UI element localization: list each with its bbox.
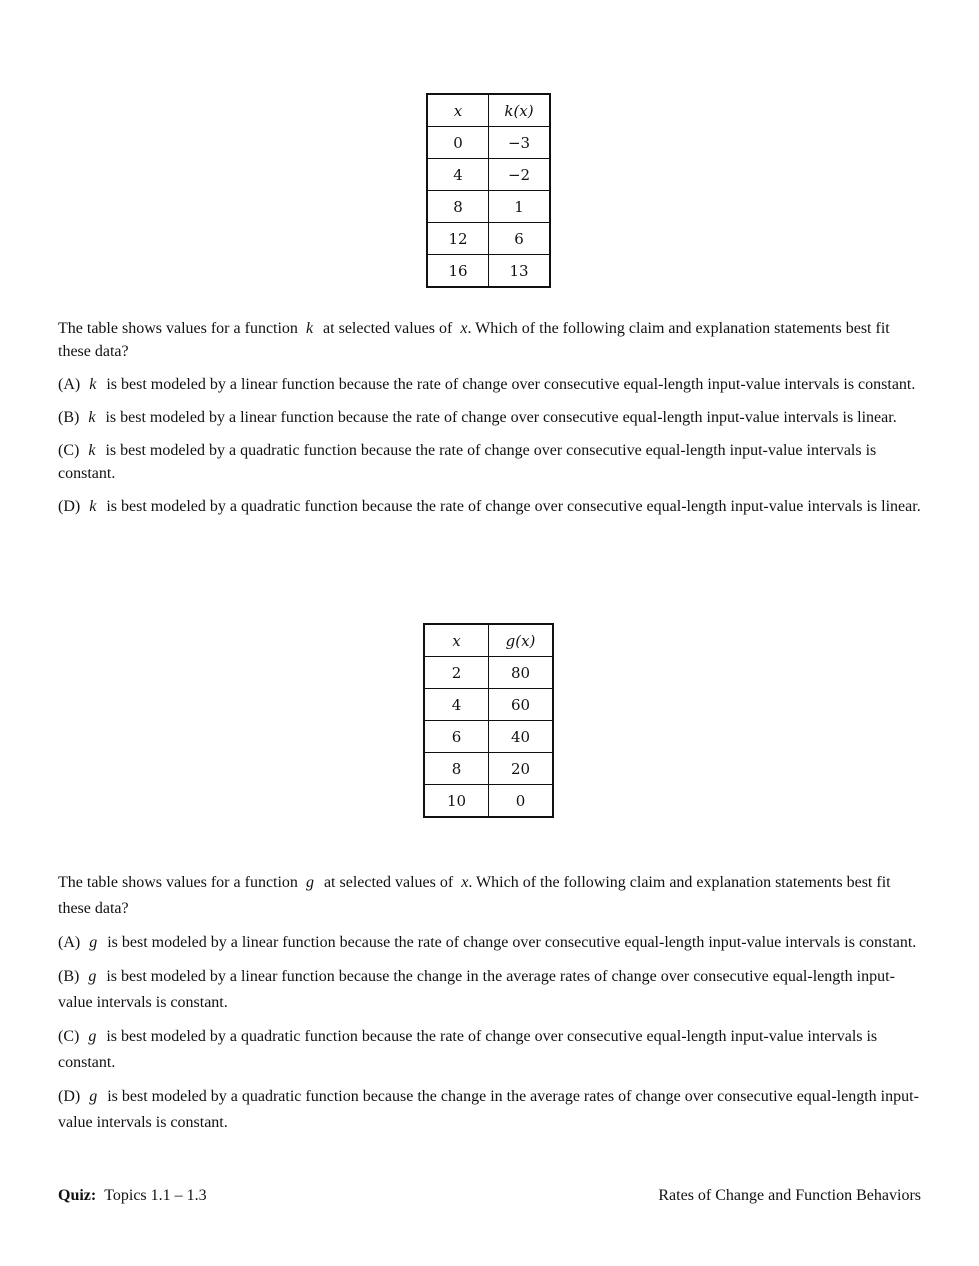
stem-text: at selected values of	[323, 320, 453, 337]
table-cell: 0	[427, 127, 489, 159]
table-cell: 6	[424, 721, 489, 753]
table-cell: 10	[424, 785, 489, 818]
question-k	[58, 317, 924, 518]
option-text: is best modeled by a quadratic function because the change in the average rates of change over consecutive equal-length input-value intervals is constant.	[58, 1088, 919, 1131]
answer-option-d	[58, 495, 924, 518]
page-footer	[58, 1187, 921, 1205]
option-label: (D)	[58, 498, 81, 515]
option-text: is best modeled by a quadratic function because the rate of change over consecutive equal-length input-value intervals is constant.	[58, 1028, 878, 1071]
table-header-row	[427, 94, 550, 127]
option-text: is best modeled by a quadratic function because the rate of change over consecutive equal-length input-value intervals is linear.	[106, 498, 921, 515]
table-row	[424, 721, 553, 753]
footer-left	[58, 1187, 207, 1205]
table-cell: 0	[489, 785, 554, 818]
table-row	[424, 785, 553, 818]
table-cell: −2	[489, 159, 551, 191]
option-text: is best modeled by a linear function because the rate of change over consecutive equal-length input-value intervals is constant.	[107, 934, 917, 951]
stem-variable: k	[305, 320, 314, 337]
table-row	[427, 223, 550, 255]
table-cell: 16	[427, 255, 489, 288]
footer-title: Rates of Change and Function Behaviors	[658, 1187, 921, 1204]
stem-variable: g	[305, 874, 314, 891]
table-cell: 1	[489, 191, 551, 223]
option-label: (C)	[58, 1028, 80, 1045]
option-label: (A)	[58, 934, 81, 951]
option-variable: g	[89, 934, 98, 951]
option-variable: g	[88, 1028, 97, 1045]
answer-option-a	[58, 373, 924, 396]
table-row	[427, 159, 550, 191]
table-cell: 4	[424, 689, 489, 721]
table-row	[427, 255, 550, 288]
question-stem	[58, 870, 924, 922]
table-k	[426, 93, 551, 288]
table-header-row	[424, 624, 553, 657]
option-label: (C)	[58, 442, 80, 459]
question-g	[58, 870, 924, 1136]
answer-option-a	[58, 930, 924, 956]
option-variable: k	[89, 498, 97, 515]
option-variable: g	[89, 1088, 98, 1105]
option-variable: k	[88, 409, 96, 426]
table-cell: 20	[489, 753, 554, 785]
table-row	[424, 689, 553, 721]
answer-option-b	[58, 406, 924, 429]
option-variable: g	[88, 968, 97, 985]
option-variable: k	[88, 442, 96, 459]
option-text: is best modeled by a linear function because the change in the average rates of change over consecutive equal-length input-value intervals is constant.	[58, 968, 895, 1011]
table-cell: 12	[427, 223, 489, 255]
table-header-cell: k(x)	[489, 94, 551, 127]
table-cell: 80	[489, 657, 554, 689]
question-stem	[58, 317, 924, 363]
table-cell: 4	[427, 159, 489, 191]
table-header-cell: x	[424, 624, 489, 657]
table-cell: 60	[489, 689, 554, 721]
option-variable: k	[89, 376, 97, 393]
stem-variable: x	[461, 874, 469, 891]
table-row	[424, 657, 553, 689]
stem-variable: x	[460, 320, 468, 337]
table-header-cell: g(x)	[489, 624, 554, 657]
option-label: (A)	[58, 376, 81, 393]
answer-option-d	[58, 1084, 924, 1136]
quiz-topics: Topics 1.1 – 1.3	[104, 1187, 207, 1204]
table-row	[427, 127, 550, 159]
stem-text: The table shows values for a function	[58, 874, 298, 891]
table-cell: 6	[489, 223, 551, 255]
answer-option-b	[58, 964, 924, 1016]
option-label: (B)	[58, 409, 80, 426]
table-cell: 13	[489, 255, 551, 288]
table-cell: 40	[489, 721, 554, 753]
stem-text: at selected values of	[323, 874, 454, 891]
table-header-cell: x	[427, 94, 489, 127]
option-label: (D)	[58, 1088, 81, 1105]
table-cell: 2	[424, 657, 489, 689]
table-g	[423, 623, 554, 818]
answer-option-c	[58, 1024, 924, 1076]
option-text: is best modeled by a linear function because the rate of change over consecutive equal-length input-value intervals is linear.	[105, 409, 897, 426]
option-label: (B)	[58, 968, 80, 985]
stem-text: . Which of the following claim and explanation statements best fit these data?	[58, 320, 890, 360]
stem-text: . Which of the following claim and explanation statements best fit these data?	[58, 874, 891, 917]
table-cell: 8	[424, 753, 489, 785]
table-row	[427, 191, 550, 223]
option-text: is best modeled by a linear function because the rate of change over consecutive equal-length input-value intervals is constant.	[106, 376, 916, 393]
quiz-label: Quiz:	[58, 1187, 97, 1204]
table-row	[424, 753, 553, 785]
stem-text: The table shows values for a function	[58, 320, 298, 337]
option-text: is best modeled by a quadratic function because the rate of change over consecutive equal-length input-value intervals is constant.	[58, 442, 877, 482]
table-cell: −3	[489, 127, 551, 159]
answer-option-c	[58, 439, 924, 485]
table-cell: 8	[427, 191, 489, 223]
